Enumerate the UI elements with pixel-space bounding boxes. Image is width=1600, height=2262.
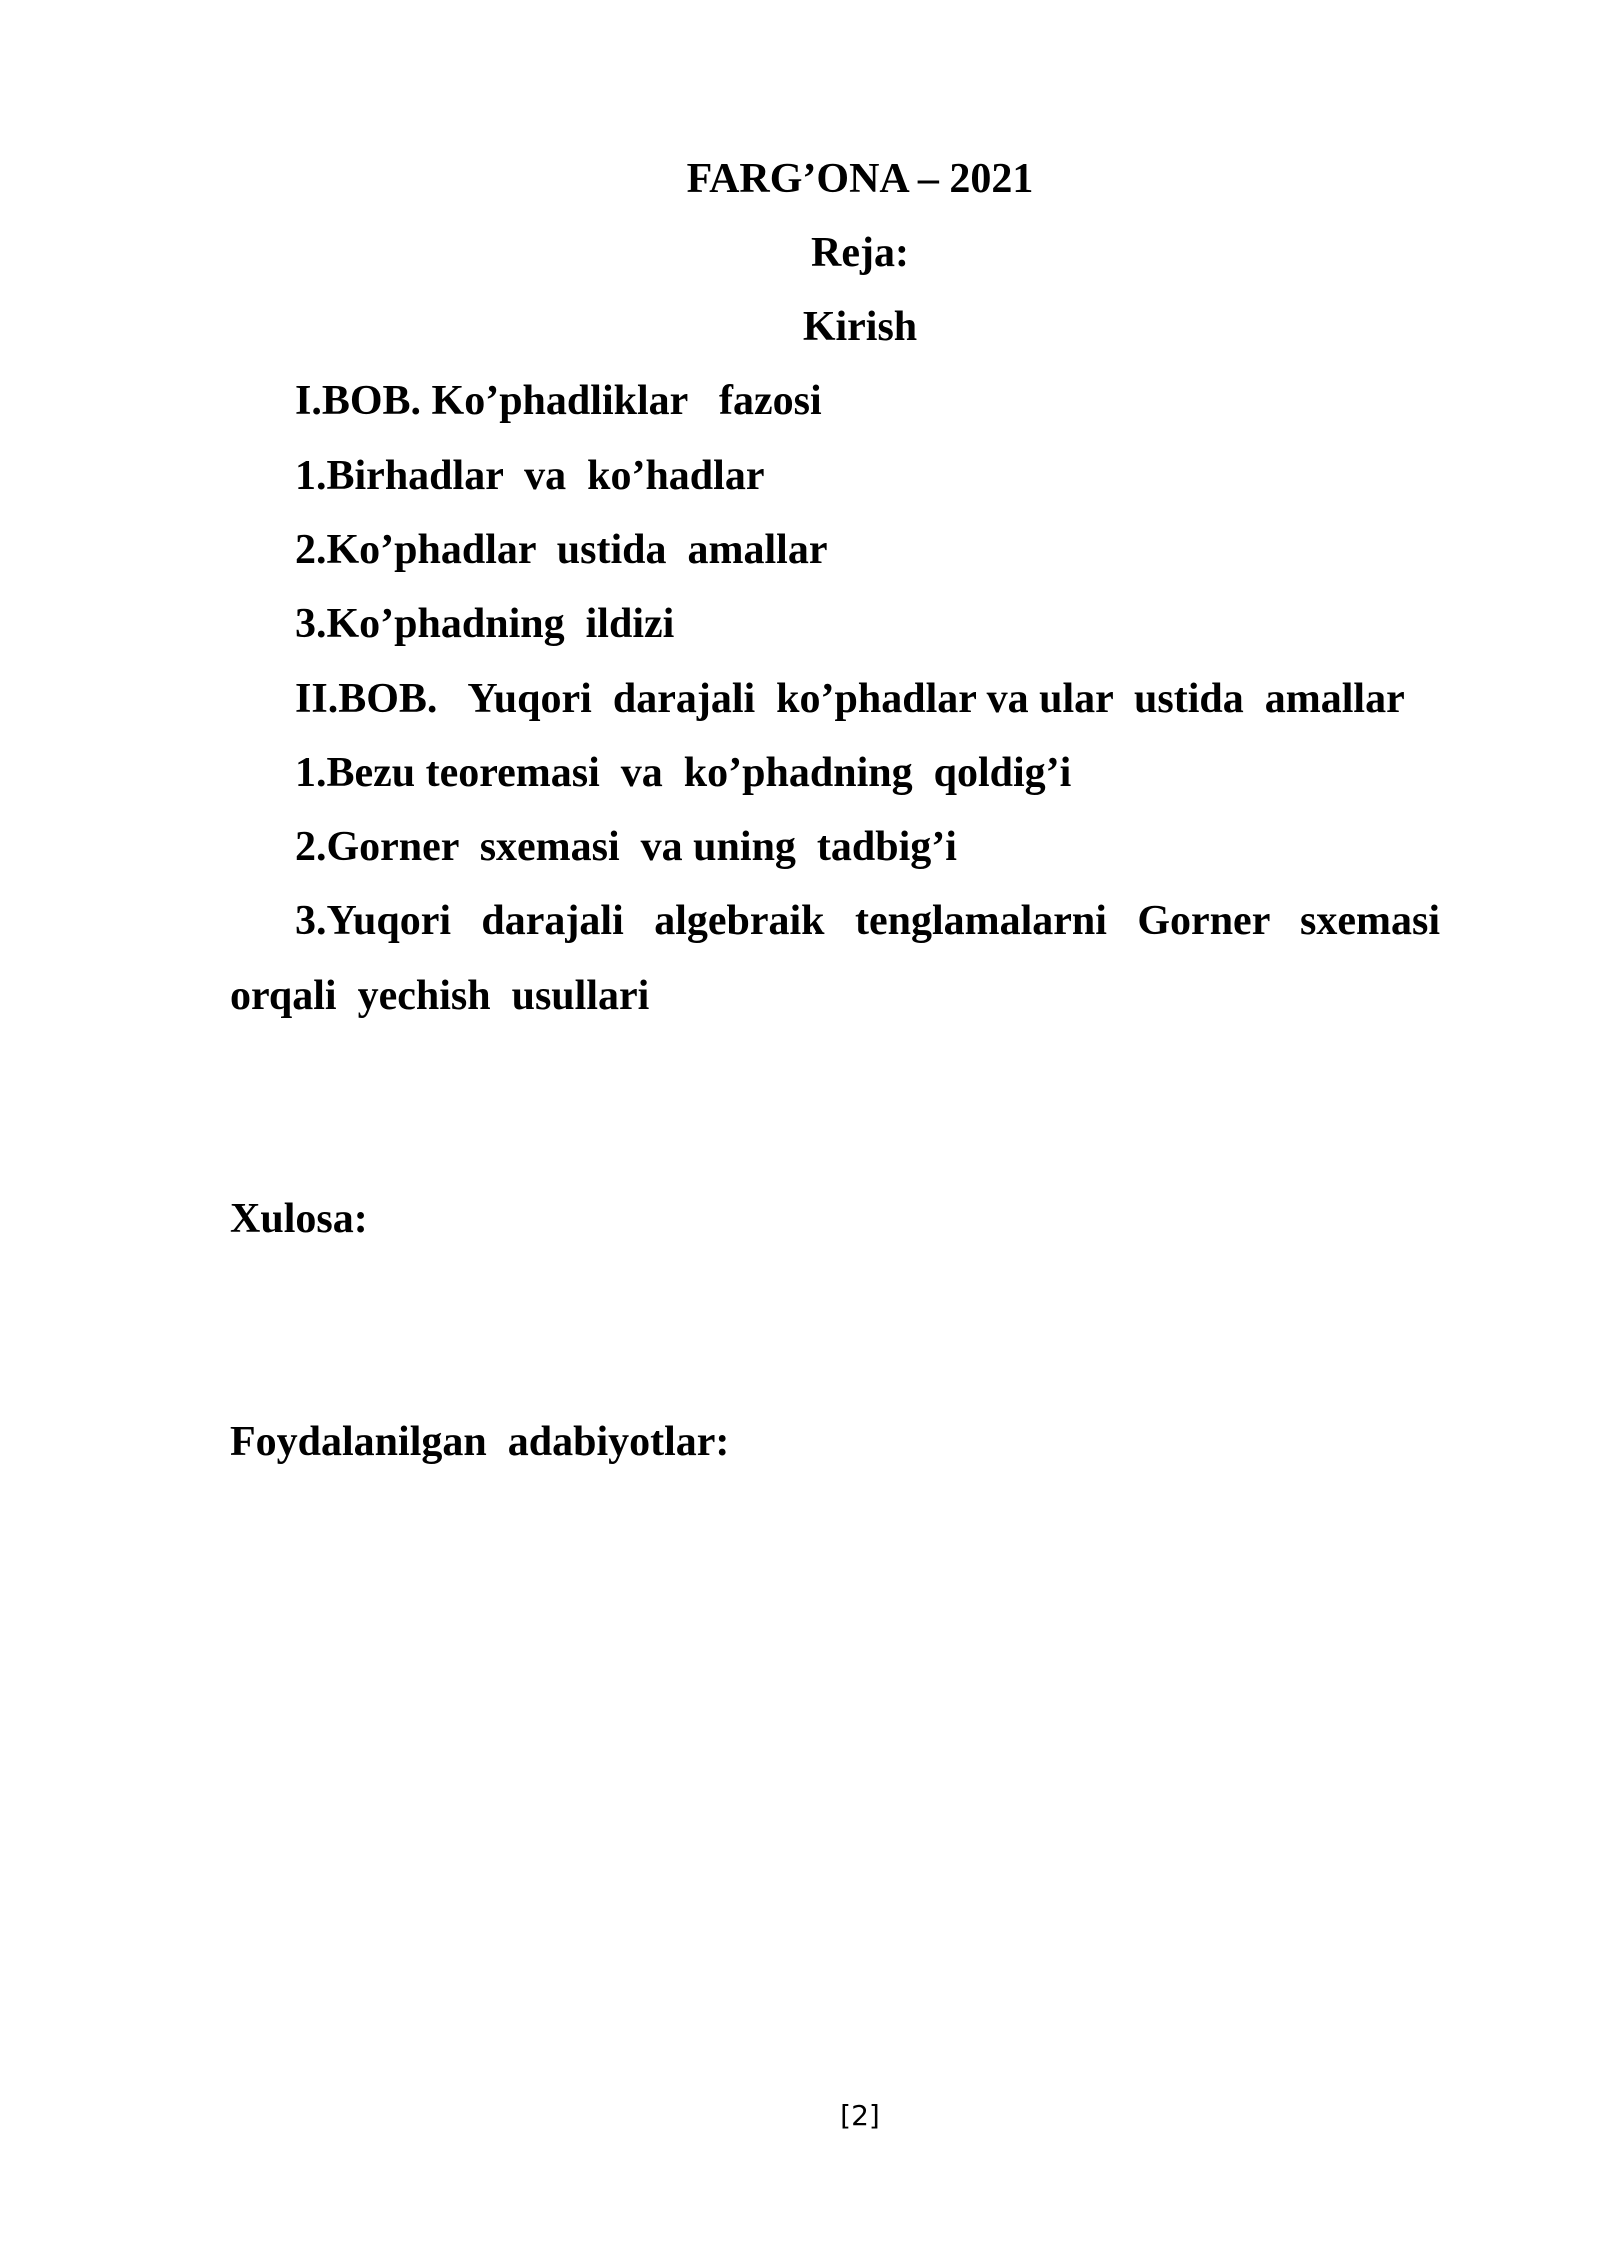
chapter-2-item-3-line-1: 3.Yuqori darajali algebraik tenglamalarni Gorner sxemasi bbox=[295, 898, 1440, 944]
chapter-2-item-1: 1.Bezu teoremasi va ko’phadning qoldig’i bbox=[295, 750, 1072, 796]
chapter-1-title: I.BOB. Ko’phadliklar fazosi bbox=[295, 378, 822, 424]
chapter-2-title: II.BOB. Yuqori darajali ko’phadlar va ular ustida amallar bbox=[295, 676, 1405, 722]
chapter-1-item-3: 3.Ko’phadning ildizi bbox=[295, 601, 675, 647]
chapter-2-item-3-line-2: orqali yechish usullari bbox=[230, 973, 650, 1019]
conclusion-heading: Xulosa: bbox=[230, 1196, 368, 1242]
intro-heading: Kirish bbox=[802, 304, 918, 350]
place-year-heading: FARG’ONA – 2021 bbox=[686, 156, 1034, 202]
chapter-2-item-2: 2.Gorner sxemasi va uning tadbig’i bbox=[295, 824, 957, 870]
chapter-1-item-1: 1.Birhadlar va ko’hadlar bbox=[295, 453, 765, 499]
page-number: [2] bbox=[840, 2099, 880, 2132]
plan-heading: Reja: bbox=[811, 230, 909, 276]
references-heading: Foydalanilgan adabiyotlar: bbox=[230, 1419, 730, 1465]
chapter-1-item-2: 2.Ko’phadlar ustida amallar bbox=[295, 527, 828, 573]
